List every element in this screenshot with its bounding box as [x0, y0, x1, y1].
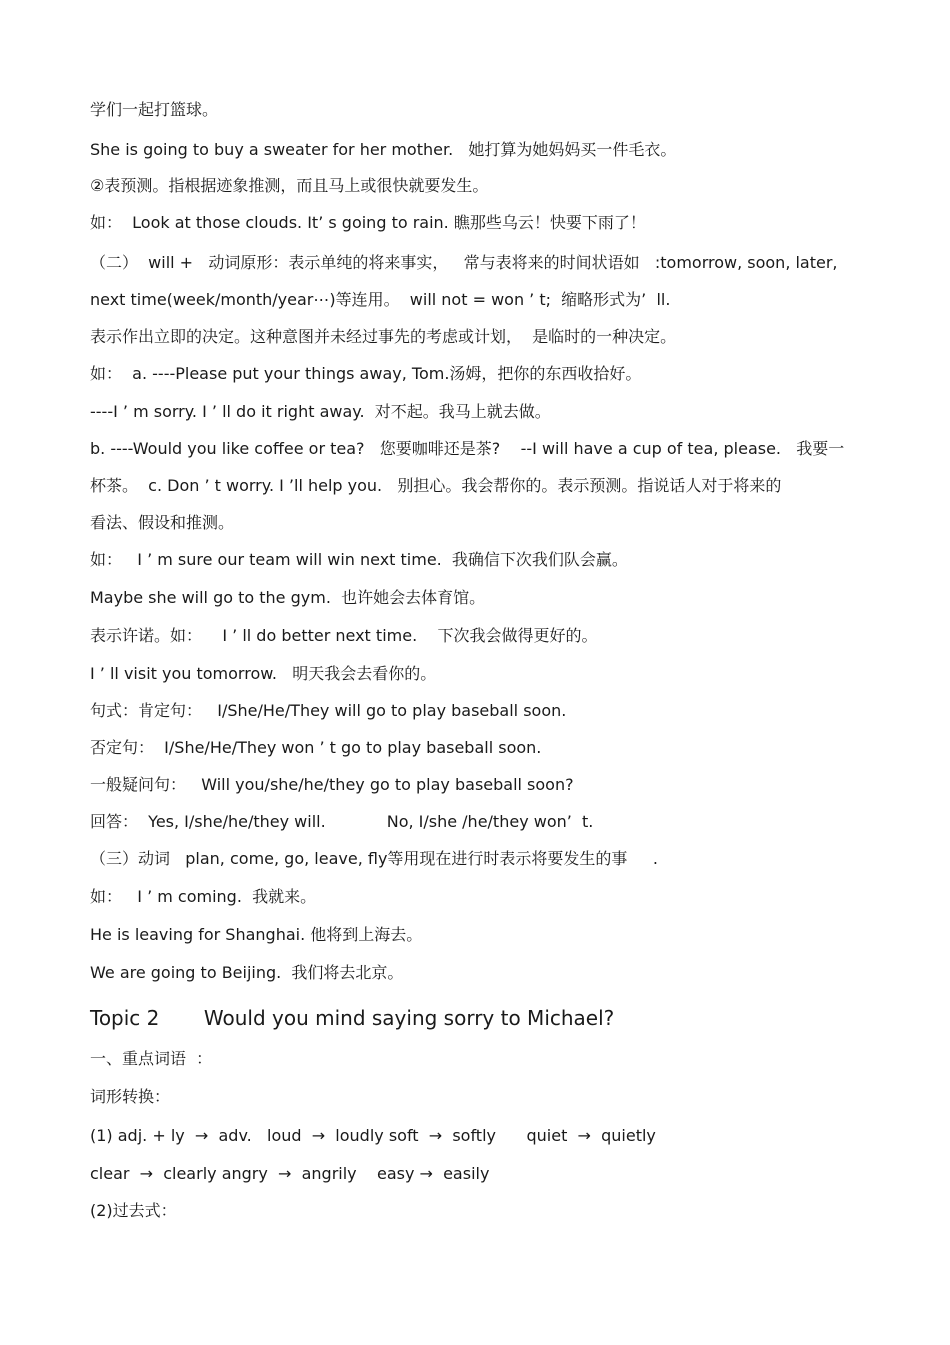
text-line: b. ----Would you like coffee or tea? 您要咖啡还是茶? --I will have a cup of tea, please. 我要一	[90, 439, 845, 458]
text-line: Maybe she will go to the gym. 也许她会去体育馆。	[90, 588, 486, 607]
text-line: 如： a. ----Please put your things away, Tom.汤姆，把你的东西收拾好。	[90, 364, 642, 383]
topic-heading: Topic 2 Would you mind saying sorry to Michael?	[90, 1006, 615, 1030]
text-line: 一、重点词语 ：	[90, 1049, 213, 1068]
text-line: 学们一起打篮球。	[90, 100, 219, 119]
text-line: 如： I ’ m coming. 我就来。	[90, 887, 317, 906]
text-line: （二） will + 动词原形：表示单纯的将来事实， 常与表将来的时间状语如 :tomorrow, soon, later,	[90, 253, 838, 272]
text-line: 看法、假设和推测。	[90, 513, 235, 532]
text-line: 回答： Yes, I/she/he/they will. No, I/she /he/they won’ t.	[90, 812, 594, 831]
text-line: 表示作出立即的决定。这种意图并未经过事先的考虑或计划， 是临时的一种决定。	[90, 327, 677, 346]
text-line: He is leaving for Shanghai. 他将到上海去。	[90, 925, 423, 944]
text-line: (1) adj. + ly → adv. loud → loudly soft → softly quiet → quietly	[90, 1126, 656, 1145]
text-line: 词形转换：	[90, 1087, 171, 1106]
text-line: (2)过去式：	[90, 1201, 177, 1220]
text-line: 句式：肯定句： I/She/He/They will go to play baseball soon.	[90, 701, 567, 720]
text-line: We are going to Beijing. 我们将去北京。	[90, 963, 404, 982]
text-line: clear → clearly angry → angrily easy → easily	[90, 1164, 490, 1183]
text-line: 如： Look at those clouds. It’ s going to rain. 瞧那些乌云！快要下雨了！	[90, 213, 646, 232]
text-line: 如： I ’ m sure our team will win next time. 我确信下次我们队会赢。	[90, 550, 628, 569]
text-line: 表示许诺。如： I ’ ll do better next time. 下次我会做得更好的。	[90, 626, 598, 645]
text-line: She is going to buy a sweater for her mother. 她打算为她妈妈买一件毛衣。	[90, 140, 677, 159]
text-line: 杯茶。 c. Don ’ t worry. I ’ll help you. 别担心。我会帮你的。表示预测。指说话人对于将来的	[90, 476, 782, 495]
text-line: ②表预测。指根据迹象推测，而且马上或很快就要发生。	[90, 176, 489, 195]
text-line: ----I ’ m sorry. I ’ ll do it right away. 对不起。我马上就去做。	[90, 402, 551, 421]
text-line: 否定句： I/She/He/They won ’ t go to play baseball soon.	[90, 738, 542, 757]
text-line: next time(week/month/year⋯)等连用。 will not = won ’ t; 缩略形式为’ ll.	[90, 290, 671, 309]
text-line: 一般疑问句： Will you/she/he/they go to play baseball soon?	[90, 775, 574, 794]
text-line: （三）动词 plan, come, go, leave, fly等用现在进行时表示将要发生的事 .	[90, 849, 658, 868]
text-line: I ’ ll visit you tomorrow. 明天我会去看你的。	[90, 664, 437, 683]
